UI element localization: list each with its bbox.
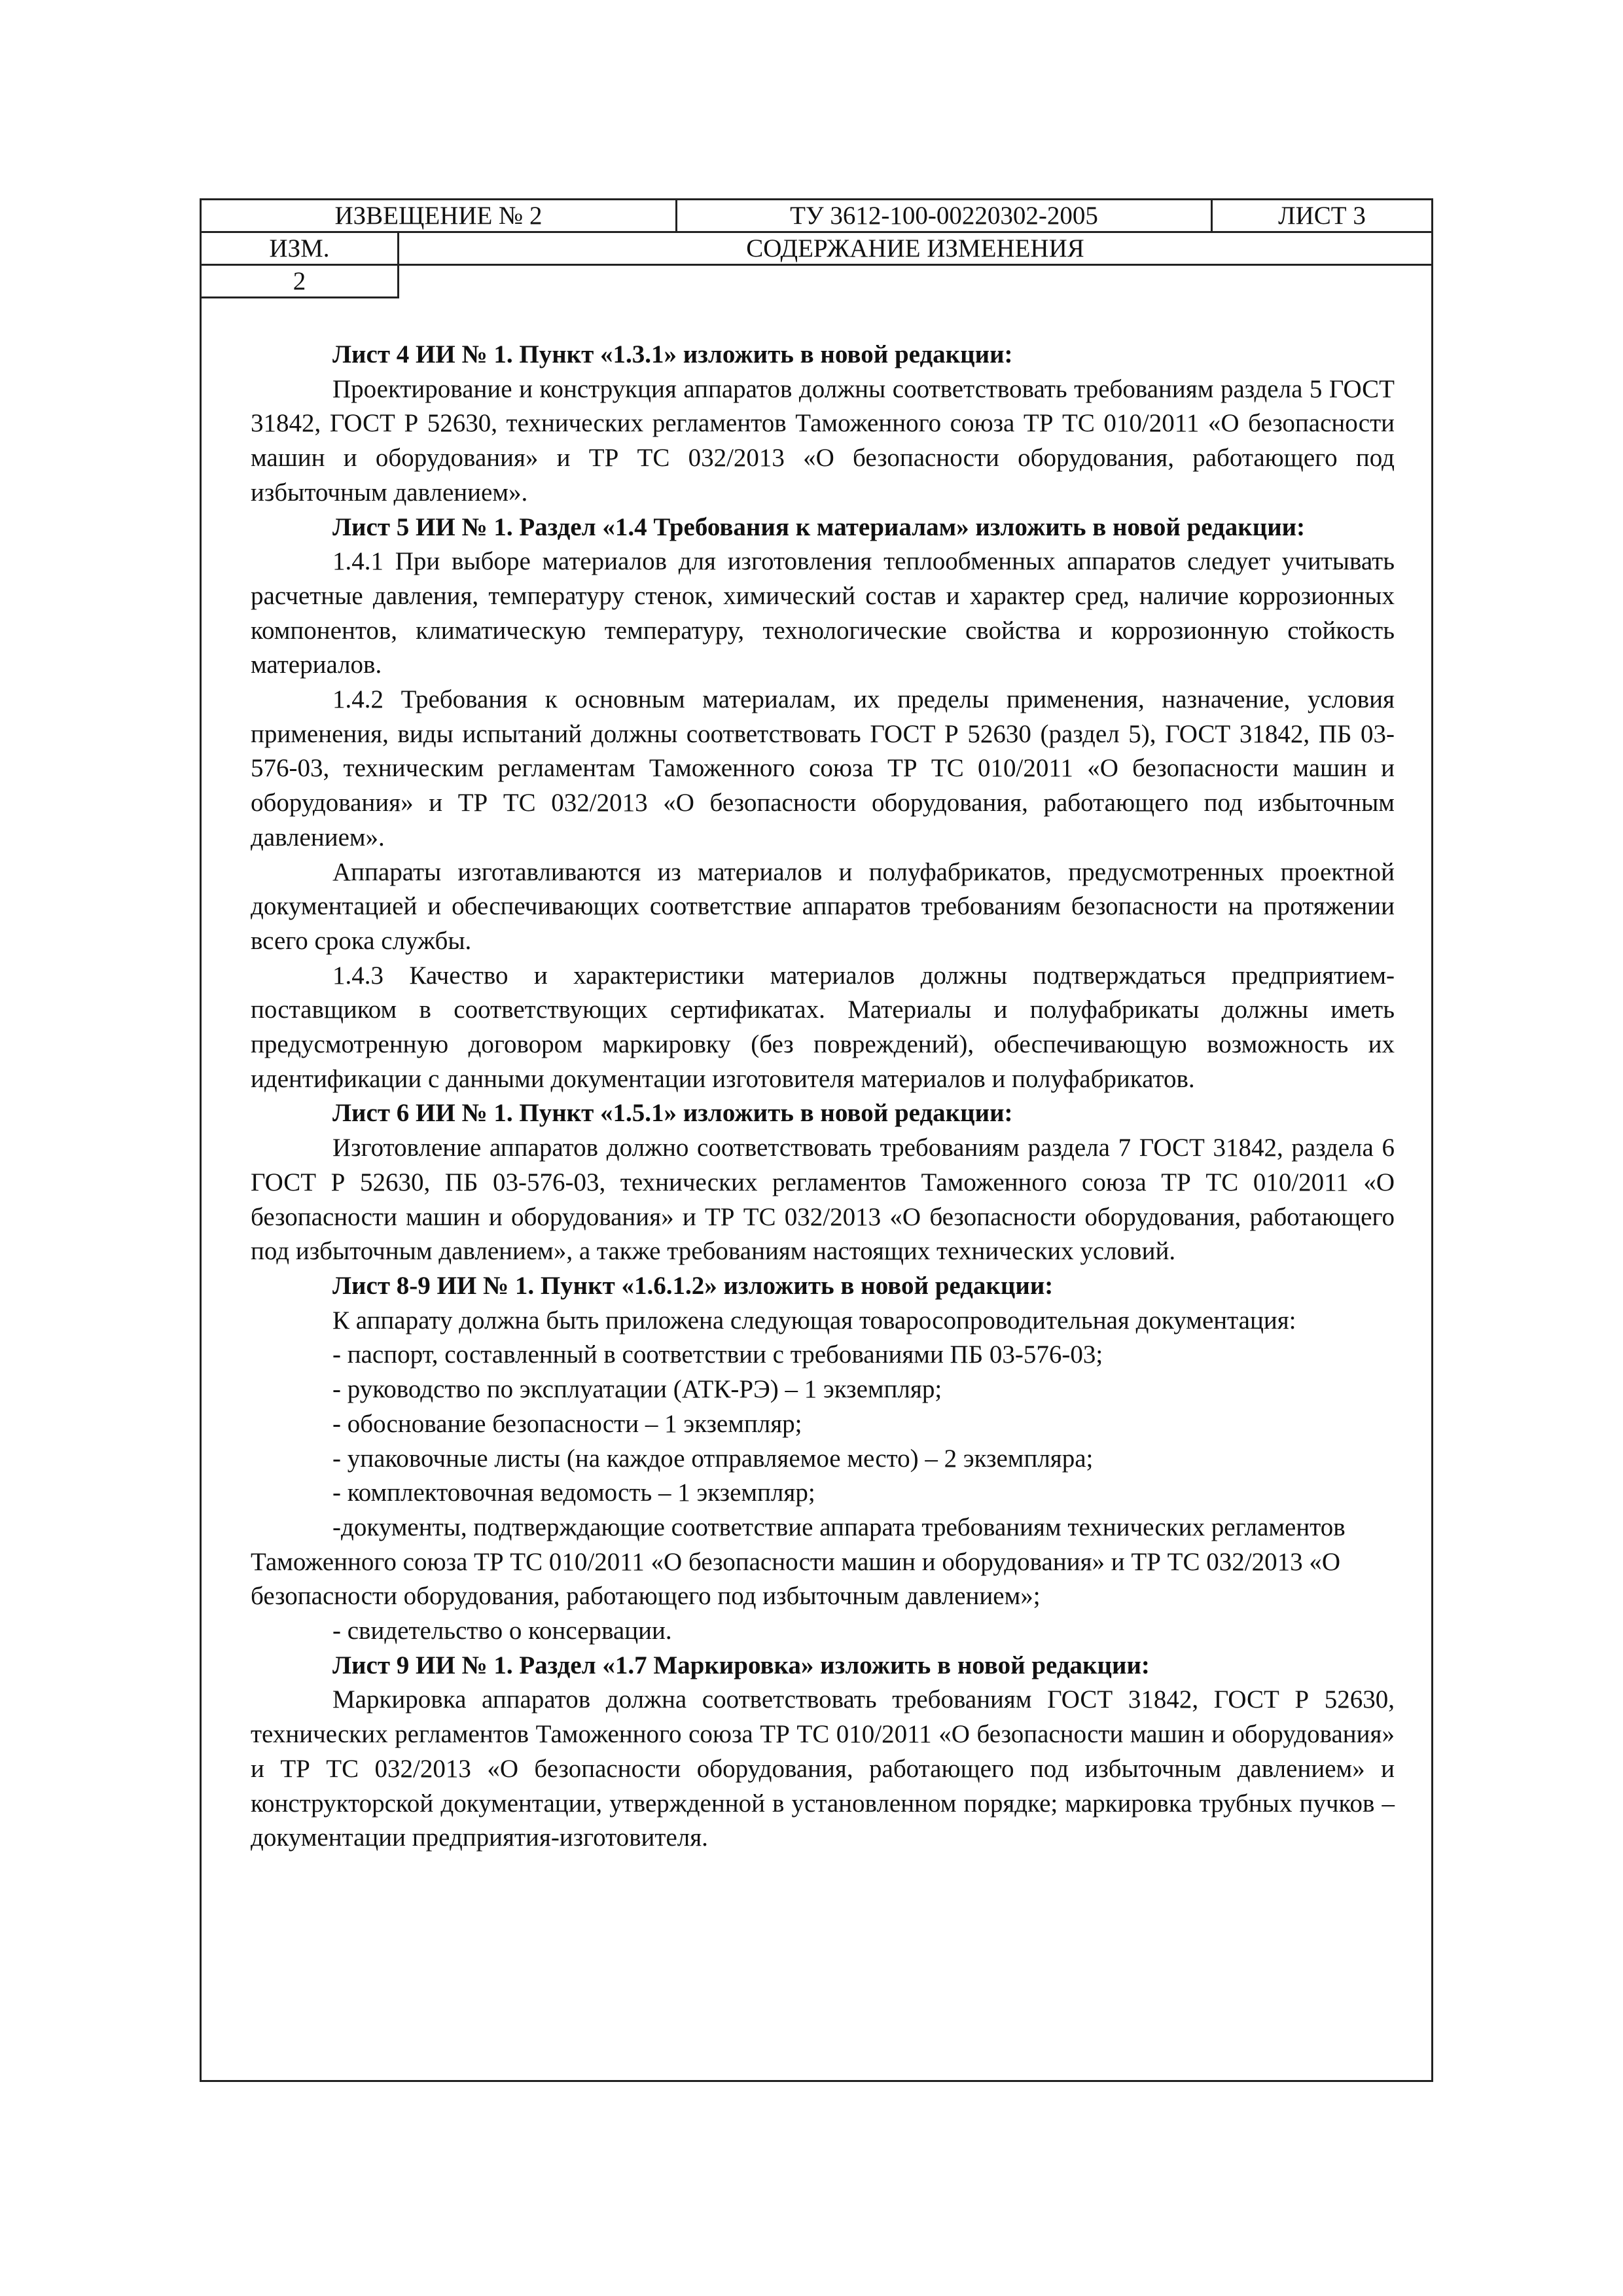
paragraph: 1.4.1 При выборе материалов для изготовления теплообменных аппаратов следует учитывать расчетные давления, температуру стенок, химический состав и характер сред, наличие коррозионных компонентов, климатическую температуру, технологические свойства и коррозионную стойкость материалов. (251, 547, 1395, 679)
spec-number: ТУ 3612-100-00220302-2005 (677, 200, 1213, 231)
header-row-1 (202, 200, 1431, 233)
paragraph: 1.4.3 Качество и характеристики материалов должны подтверждаться предприятием-поставщиком в соответствующих сертификатах. Материалы и полуфабрикаты должны иметь предусмотренную договором маркировку (без повреждений), обеспечивающую возможность их идентификации с данными документации изготовителя материалов и полуфабрикатов. (251, 961, 1395, 1093)
section-heading: Лист 5 ИИ № 1. Раздел «1.4 Требования к материалам» изложить в новой редакции: (332, 512, 1306, 541)
list-item: - свидетельство о консервации. (332, 1617, 672, 1645)
notice-number: ИЗВЕЩЕНИЕ № 2 (202, 200, 677, 231)
header-row-2 (202, 233, 1431, 266)
paragraph: К аппарату должна быть приложена следующая товаросопроводительная документация: (332, 1306, 1296, 1335)
document-frame (200, 198, 1433, 2082)
paragraph: 1.4.2 Требования к основным материалам, их пределы применения, назначение, условия применения, виды испытаний должны соответствовать ГОСТ Р 52630 (раздел 5), ГОСТ 31842, ПБ 03-576-03, техническим регламентам Таможенного союза ТР ТС 010/2011 «О безопасности машин и оборудования» и ТР ТС 032/2013 «О безопасности оборудования, работающего под избыточным давлением». (251, 685, 1395, 852)
change-content (251, 338, 1395, 1856)
paragraph: Изготовление аппаратов должно соответствовать требованиям раздела 7 ГОСТ 31842, раздела 6 ГОСТ Р 52630, ПБ 03-576-03, технических регламентов Таможенного союза ТР ТС 010/2011 «О безопасности машин и оборудования» и ТР ТС 032/2013 «О безопасности оборудования, работающего под избыточным давлением», а также требованиям настоящих технических условий. (251, 1134, 1395, 1266)
list-item: - обоснование безопасности – 1 экземпляр; (332, 1409, 802, 1438)
paragraph: Аппараты изготавливаются из материалов и полуфабрикатов, предусмотренных проектной документацией и обеспечивающих соответствие аппаратов требованиям безопасности на протяжении всего срока службы. (251, 857, 1395, 955)
section-heading: Лист 9 ИИ № 1. Раздел «1.7 Маркировка» изложить в новой редакции: (332, 1651, 1150, 1679)
section-heading: Лист 8-9 ИИ № 1. Пункт «1.6.1.2» изложить в новой редакции: (332, 1271, 1054, 1300)
list-item: - руководство по эксплуатации (АТК-РЭ) – 1 экземпляр; (332, 1375, 942, 1404)
content-column-label: СОДЕРЖАНИЕ ИЗМЕНЕНИЯ (746, 234, 1084, 262)
list-item: - паспорт, составленный в соответствии с требованиями ПБ 03-576-03; (332, 1340, 1103, 1369)
section-heading: Лист 6 ИИ № 1. Пункт «1.5.1» изложить в новой редакции: (332, 1099, 1013, 1128)
section-heading: Лист 4 ИИ № 1. Пункт «1.3.1» изложить в новой редакции: (332, 340, 1013, 368)
header-table (202, 200, 1431, 298)
list-item: - упаковочные листы (на каждое отправляемое место) – 2 экземпляра; (332, 1444, 1094, 1473)
change-column-label: ИЗМ. (202, 233, 399, 264)
header-row-3 (202, 266, 399, 298)
change-number: 2 (293, 267, 306, 295)
sheet-number: ЛИСТ 3 (1278, 202, 1366, 230)
list-item: - комплектовочная ведомость – 1 экземпляр; (332, 1479, 815, 1507)
paragraph: Маркировка аппаратов должна соответствовать требованиям ГОСТ 31842, ГОСТ Р 52630, технических регламентов Таможенного союза ТР ТС 010/2011 «О безопасности машин и оборудования» и ТР ТС 032/2013 «О безопасности оборудования, работающего под избыточным давлением» и конструкторской документации, утвержденной в установленном порядке; маркировка трубных пучков – документации предприятия-изготовителя. (251, 1685, 1395, 1852)
paragraph: Проектирование и конструкция аппаратов должны соответствовать требованиям раздела 5 ГОСТ 31842, ГОСТ Р 52630, технических регламентов Таможенного союза ТР ТС 010/2011 «О безопасности машин и оборудования» и ТР ТС 032/2013 «О безопасности оборудования, работающего под избыточным давлением». (251, 374, 1395, 507)
list-item: -документы, подтверждающие соответствие аппарата требованиям технических регламентов Таможенного союза ТР ТС 010/2011 «О безопасности машин и оборудования» и ТР ТС 032/2013 «О безопасности оборудования, работающего под избыточным давлением»; (251, 1513, 1346, 1611)
